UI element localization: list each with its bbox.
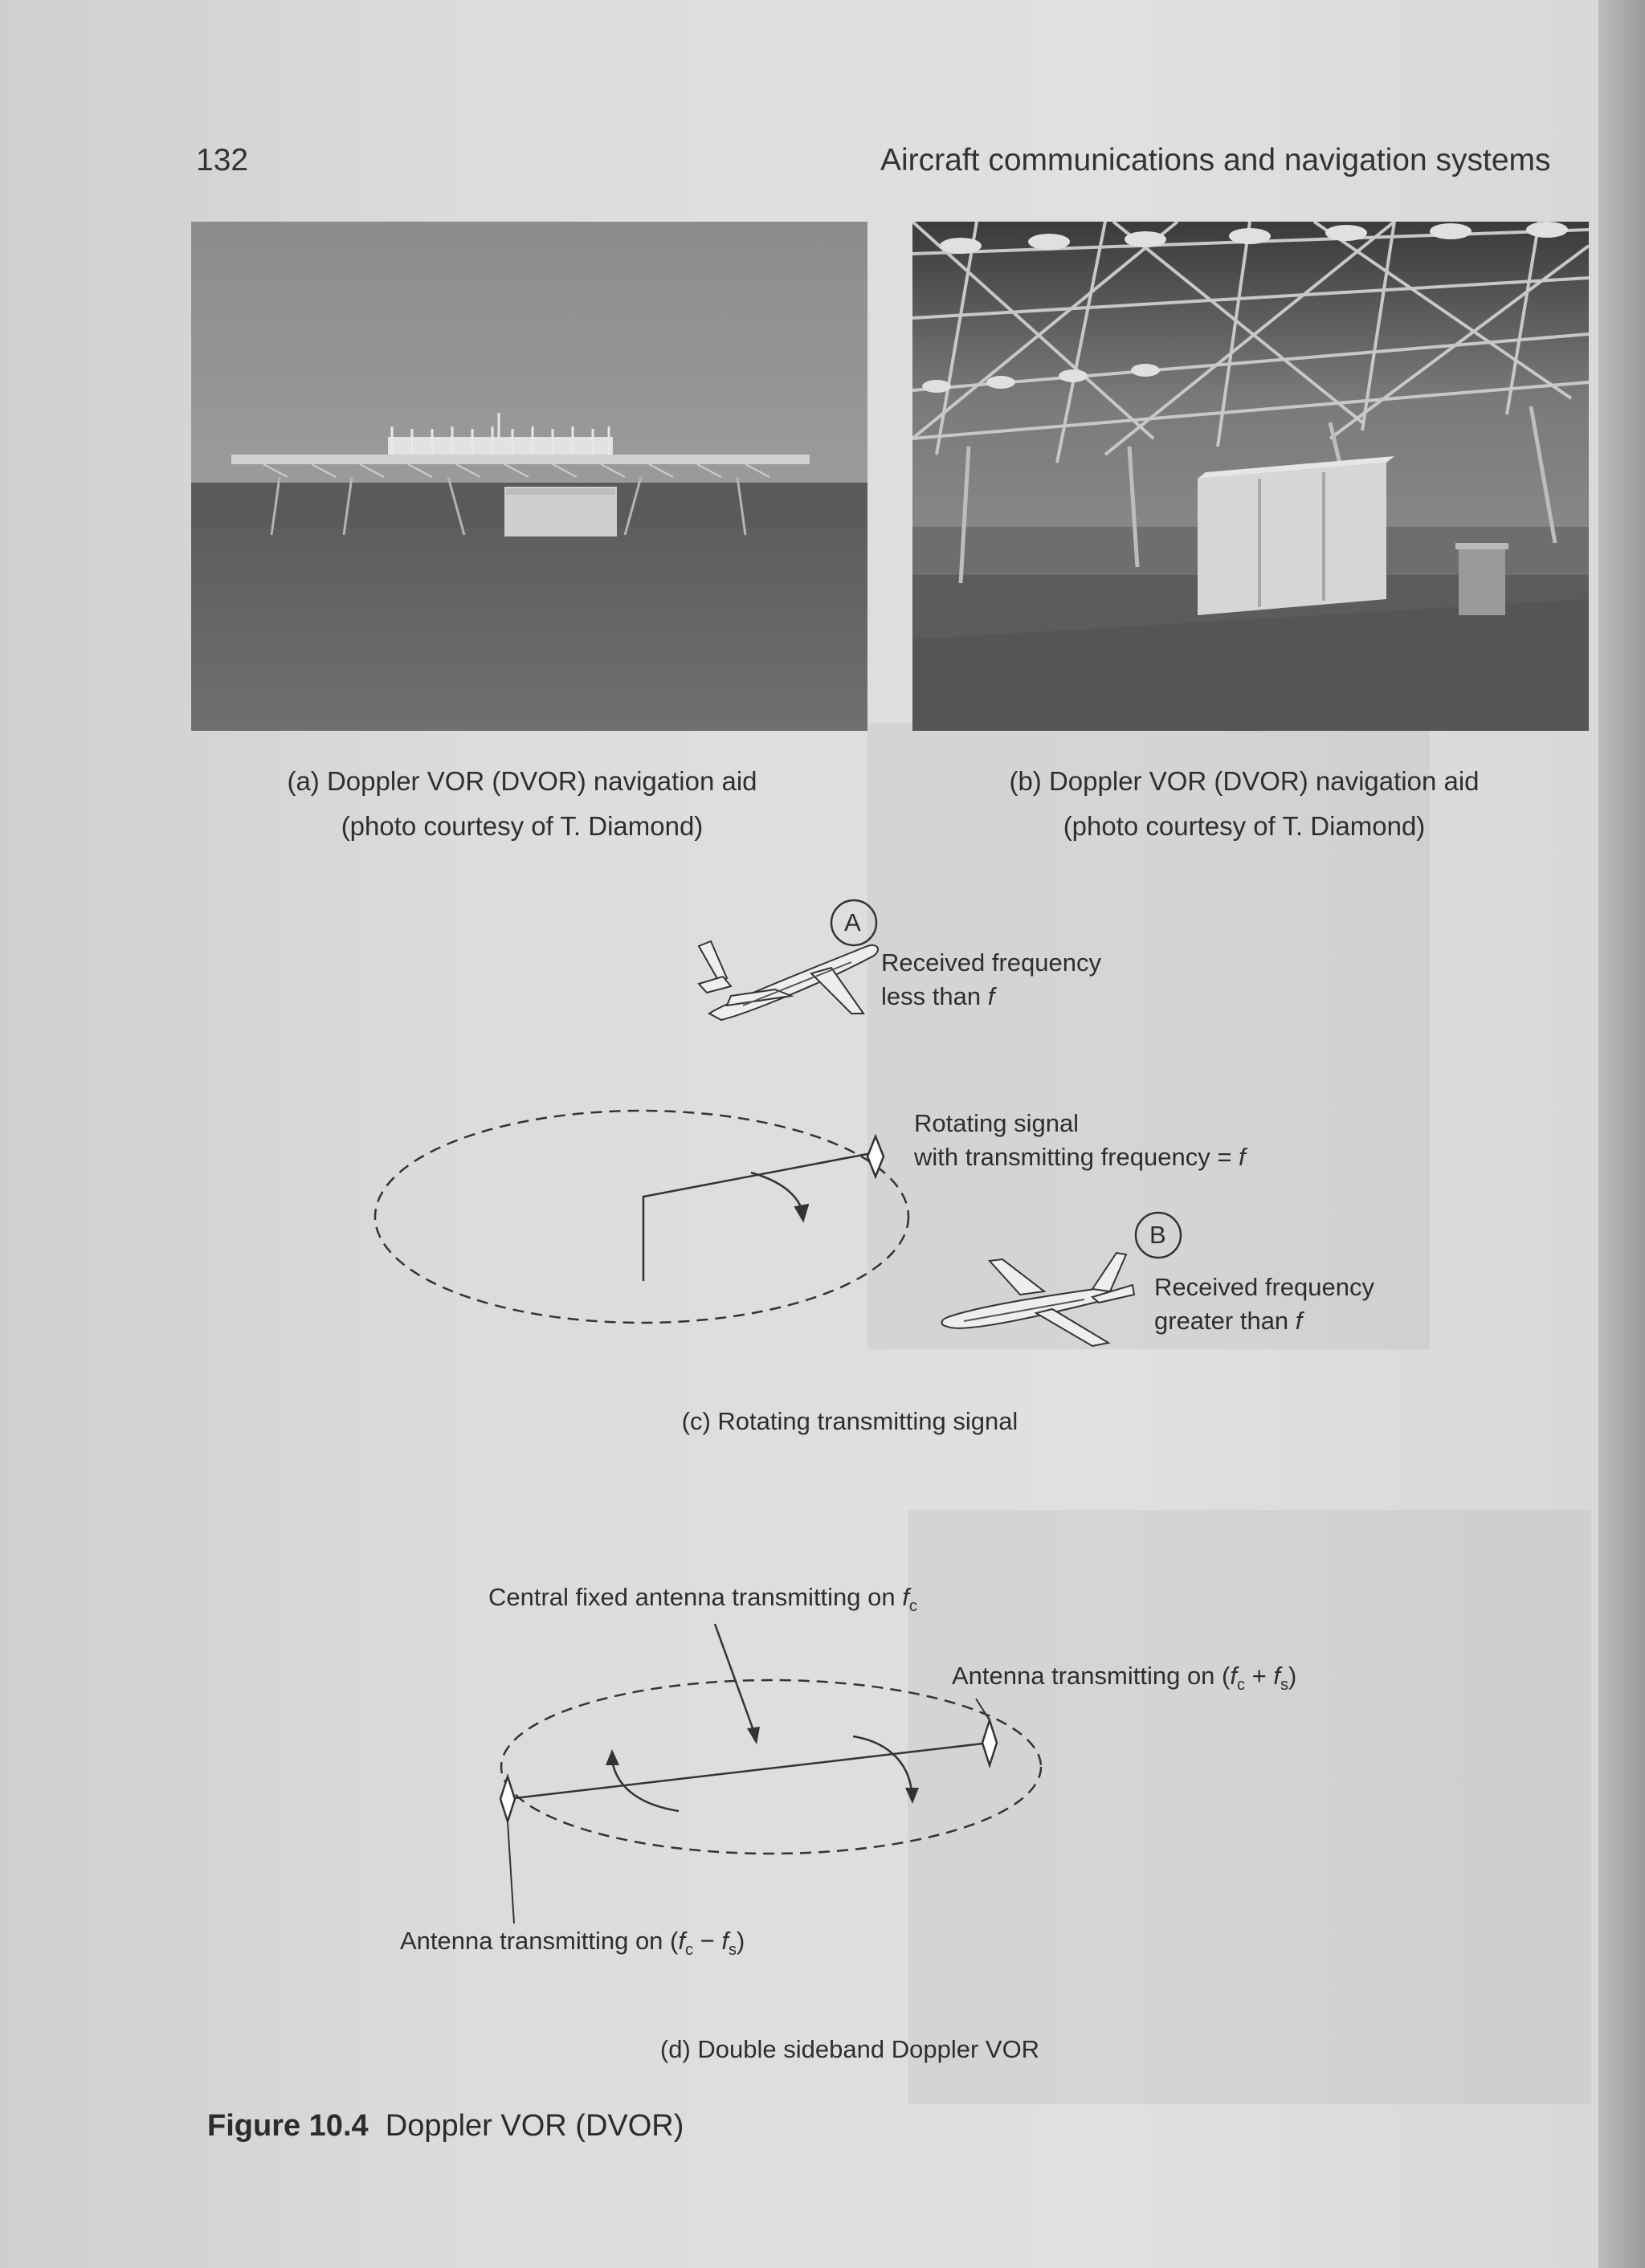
upper-sideband-var1: f [1230, 1662, 1237, 1690]
diagram-c-caption: (c) Rotating transmitting signal [681, 1407, 1018, 1435]
upper-sideband-text: Antenna transmitting on ( [952, 1662, 1231, 1690]
lower-sideband-sub1: c [684, 1941, 693, 1960]
upper-sideband-op: + [1244, 1662, 1274, 1690]
lower-sideband-var1: f [678, 1927, 685, 1955]
central-antenna-var: f [902, 1583, 909, 1611]
lower-sideband-op: − [692, 1927, 722, 1955]
bleed-through-block [908, 1510, 1590, 2104]
upper-sideband-sub2: s [1280, 1676, 1288, 1695]
aircraft-b-freq-line2 [1154, 1304, 1302, 1338]
central-antenna-label [488, 1581, 917, 1623]
photo-b-caption-line1: (b) Doppler VOR (DVOR) navigation aid [1009, 766, 1480, 796]
rotating-signal-var: f [1239, 1143, 1246, 1171]
figure-title-text: Doppler VOR (DVOR) [385, 2109, 684, 2143]
aircraft-b-freq-text: greater than [1154, 1307, 1296, 1335]
central-antenna-text: Central fixed antenna transmitting on [488, 1583, 903, 1611]
dvor-photo-a [191, 222, 867, 731]
rotating-signal-text: with transmitting frequency = [914, 1143, 1239, 1171]
lower-sideband-label [400, 1924, 745, 1967]
aircraft-a-freq-line1: Received frequency [881, 948, 1101, 977]
aircraft-a-freq-line2 [881, 980, 994, 1014]
dvor-photo-b [912, 222, 1589, 731]
photo-a-caption-line2: (photo courtesy of T. Diamond) [341, 811, 704, 841]
aircraft-a-freq-text: less than [881, 982, 988, 1010]
marker-a-label: A [844, 908, 861, 936]
page-number: 132 [196, 143, 249, 177]
dvor-photo-a-image [191, 222, 867, 731]
central-antenna-sub: c [908, 1597, 917, 1616]
upper-sideband-var2: f [1273, 1662, 1280, 1690]
figure-title [207, 2109, 684, 2144]
marker-b-label: B [1149, 1221, 1166, 1249]
aircraft-b-freq-line1: Received frequency [1154, 1273, 1374, 1301]
page-gutter-shadow [1598, 0, 1645, 2268]
upper-sideband-label [952, 1659, 1296, 1702]
aircraft-a-freq-var: f [987, 982, 995, 1010]
lower-sideband-close: ) [736, 1927, 745, 1955]
aircraft-b-freq-var: f [1295, 1307, 1303, 1335]
running-title: Aircraft communications and navigation systems [880, 143, 1551, 177]
dvor-photo-b-image [912, 222, 1589, 731]
diagram-d-caption: (d) Double sideband Doppler VOR [659, 2035, 1040, 2063]
photo-b-caption-line2: (photo courtesy of T. Diamond) [1063, 811, 1426, 841]
lower-sideband-text: Antenna transmitting on ( [400, 1927, 679, 1955]
lower-sideband-var2: f [721, 1927, 729, 1955]
rotating-signal-line1: Rotating signal [914, 1109, 1080, 1137]
upper-sideband-close: ) [1288, 1662, 1297, 1690]
photo-a-caption-line1: (a) Doppler VOR (DVOR) navigation aid [287, 766, 757, 796]
rotating-signal-line2 [914, 1140, 1246, 1174]
upper-sideband-sub1: c [1236, 1676, 1245, 1695]
lower-sideband-sub2: s [728, 1941, 737, 1960]
figure-number: Figure 10.4 [207, 2109, 369, 2143]
